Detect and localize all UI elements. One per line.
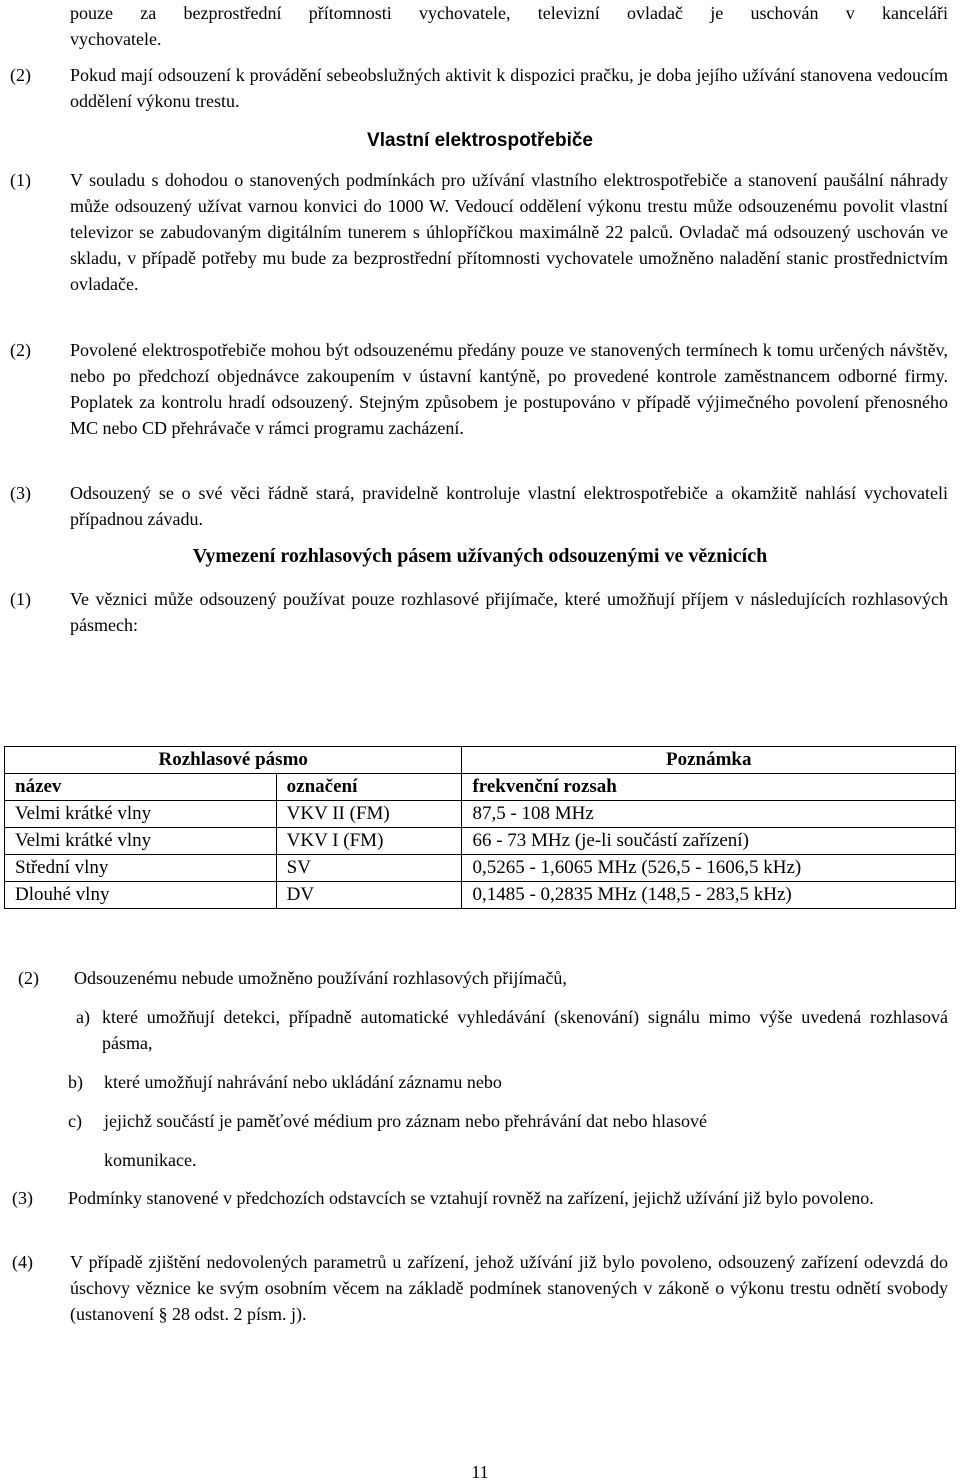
paragraph-number: (1): [10, 589, 31, 609]
paragraph-number: (4): [12, 1252, 33, 1272]
band-frequency: 0,5265 - 1,6065 MHz (526,5 - 1606,5 kHz): [462, 855, 956, 882]
band-code: VKV I (FM): [276, 828, 462, 855]
header-note: Poznámka: [462, 747, 956, 774]
paragraph-number: (3): [10, 483, 31, 503]
list-item-c: [68, 1108, 948, 1134]
paragraph-text: Odsouzenému nebude umožněno používání rozhlasových přijímačů,: [74, 968, 567, 988]
paragraph-text: Ve věznici může odsouzený používat pouze rozhlasové přijímače, které umožňují příjem v následujících rozhlasových pásmech:: [70, 589, 948, 635]
list-text: které umožňují nahrávání nebo ukládání záznamu nebo: [104, 1072, 502, 1092]
column-frequency: frekvenční rozsah: [462, 774, 956, 801]
paragraph-number: (1): [10, 170, 31, 190]
band-frequency: 0,1485 - 0,2835 MHz (148,5 - 283,5 kHz): [462, 882, 956, 909]
paragraph-number: (2): [18, 968, 39, 988]
table-row: [5, 828, 956, 855]
section-heading-appliances: Vlastní elektrospotřebiče: [367, 130, 593, 151]
table-header-row: [5, 747, 956, 774]
list-text: jejichž součástí je paměťové médium pro záznam nebo přehrávání dat nebo hlasové: [104, 1111, 707, 1131]
page-number: 11: [471, 1462, 489, 1482]
band-name: Dlouhé vlny: [5, 882, 277, 909]
paragraph-top-2: [10, 62, 948, 114]
band-code: DV: [276, 882, 462, 909]
band-code: VKV II (FM): [276, 801, 462, 828]
column-code: označení: [276, 774, 462, 801]
paragraph-number: (2): [10, 340, 31, 360]
band-name: Velmi krátké vlny: [5, 801, 277, 828]
paragraph-appliances-3: [10, 480, 948, 532]
paragraph-text: V případě zjištění nedovolených parametrů u zařízení, jehož užívání již bylo povoleno, odsouzený zařízení odevzdá do úschovy věznice ke svým osobním věcem na základě podmínek stanovených v zákoně o výkonu trestu odnětí svobody (ustanovení § 28 odst. 2 písm. j).: [70, 1252, 948, 1324]
band-name: Střední vlny: [5, 855, 277, 882]
band-frequency: 87,5 - 108 MHz: [462, 801, 956, 828]
paragraph-number: (3): [12, 1188, 33, 1208]
list-item-a: [76, 1004, 948, 1056]
list-label: a): [76, 1007, 90, 1027]
continued-text: [70, 0, 948, 52]
paragraph-radio-3: [12, 1185, 948, 1211]
paragraph-text: Odsouzený se o své věci řádně stará, pravidelně kontroluje vlastní elektrospotřebiče a okamžitě nahlásí vychovateli případnou závadu.: [70, 483, 948, 529]
list-label: c): [68, 1111, 82, 1131]
table-row: [5, 882, 956, 909]
band-frequency: 66 - 73 MHz (je-li součástí zařízení): [462, 828, 956, 855]
continued-line-1: pouze za bezprostřední přítomnosti vychovatele, televizní ovladač je uschován v kanceláři: [70, 3, 948, 23]
header-radio-band: Rozhlasové pásmo: [5, 747, 462, 774]
list-item-c-continued: komunikace.: [104, 1150, 197, 1170]
band-name: Velmi krátké vlny: [5, 828, 277, 855]
list-item-b: [68, 1069, 948, 1095]
paragraph-number: (2): [10, 65, 31, 85]
paragraph-radio-1: [10, 586, 948, 638]
table-row: [5, 855, 956, 882]
paragraph-text: Podmínky stanovené v předchozích odstavcích se vztahují rovněž na zařízení, jejichž užívání již bylo povoleno.: [68, 1188, 874, 1208]
paragraph-text: V souladu s dohodou o stanovených podmínkách pro užívání vlastního elektrospotřebiče a stanovení paušální náhrady může odsouzený užívat varnou konvici do 1000 W. Vedoucí oddělení výkonu trestu může odsouzenému povolit vlastní televizor se zabudovaným digitálním tunerem s úhlopříčkou maximálně 22 palců. Ovladač má odsouzený uschován ve skladu, v případě potřeby mu bude za bezprostřední přítomnosti vychovatele umožněno naladění stanic prostřednictvím ovladače.: [70, 170, 948, 294]
continued-line-2: vychovatele.: [70, 29, 162, 49]
list-text: které umožňují detekci, případně automatické vyhledávání (skenování) signálu mimo výše uvedená rozhlasová pásma,: [102, 1007, 948, 1053]
paragraph-text: Povolené elektrospotřebiče mohou být odsouzenému předány pouze ve stanovených termínech k tomu určených návštěv, nebo po předchozí objednávce zakoupením v ústavní kantýně, po provedené kontrole zaměstnancem odborné firmy. Poplatek za kontrolu hradí odsouzený. Stejným způsobem je postupováno v případě výjimečného povolení přenosného MC nebo CD přehrávače v rámci programu zacházení.: [70, 340, 948, 438]
paragraph-text: Pokud mají odsouzení k provádění sebeobslužných aktivit k dispozici pračku, je doba jejího užívání stanovena vedoucím oddělení výkonu trestu.: [70, 65, 948, 111]
section-heading-radio-bands: Vymezení rozhlasových pásem užívaných odsouzenými ve věznicích: [192, 545, 768, 567]
column-name: název: [5, 774, 277, 801]
table-subheader-row: [5, 774, 956, 801]
list-label: b): [68, 1072, 83, 1092]
paragraph-appliances-2: [10, 337, 948, 441]
paragraph-appliances-1: [10, 167, 948, 297]
paragraph-radio-4: [12, 1249, 948, 1327]
paragraph-radio-2: [18, 965, 948, 991]
band-code: SV: [276, 855, 462, 882]
radio-bands-table: [4, 746, 956, 909]
table-row: [5, 801, 956, 828]
